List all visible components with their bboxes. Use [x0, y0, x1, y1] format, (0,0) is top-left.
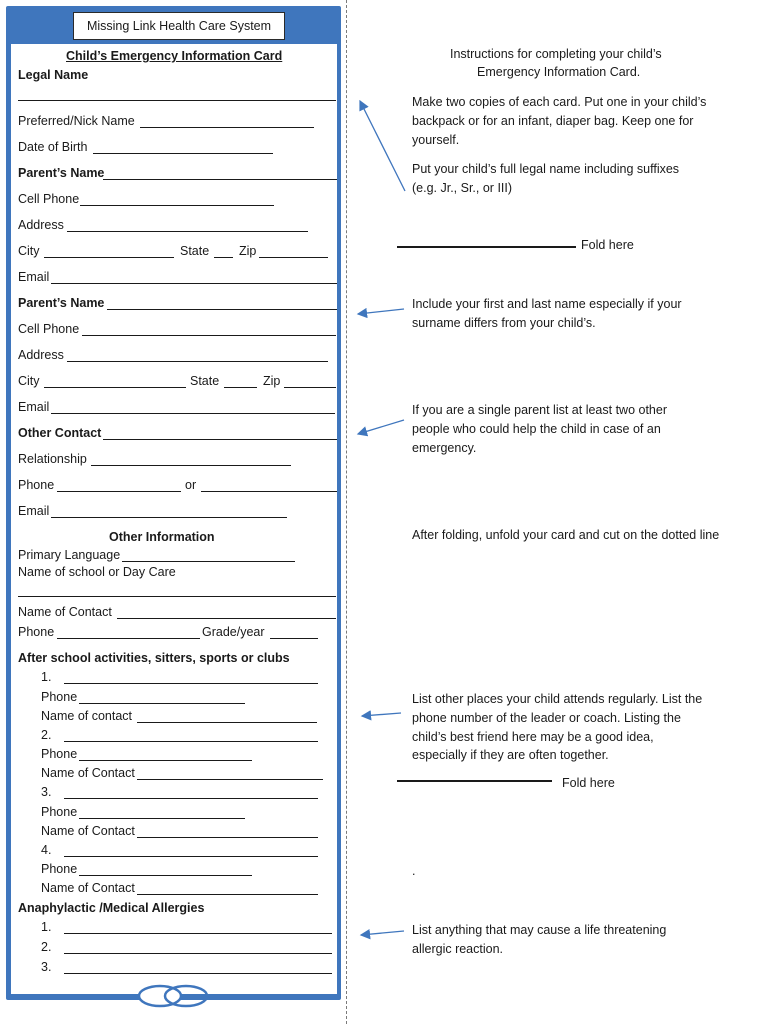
activity-2-phone-field[interactable] — [79, 760, 252, 761]
activity-4-contact-field[interactable] — [137, 894, 318, 895]
arrow-allergies — [361, 931, 404, 935]
stray-dot: . — [412, 864, 416, 878]
legal-name-instruction: Put your child’s full legal name including suffixes (e.g. Jr., Sr., or III) — [412, 162, 680, 195]
single-parent-instruction: If you are a single parent list at least two other people who could help the child in case of an emergency. — [412, 403, 667, 455]
activity-3-phone-label: Phone — [41, 805, 78, 819]
other-contact-field[interactable] — [103, 439, 337, 440]
activity-4-field[interactable] — [64, 856, 318, 857]
parent-name-instruction: Include your first and last name especially if your surname differs from your child’s. — [412, 297, 682, 330]
other-phone-label: Phone — [18, 478, 55, 492]
parent1-name-label: Parent’s Name — [18, 166, 105, 180]
parent1-city-label: City — [18, 244, 40, 258]
activity-4-phone-field[interactable] — [79, 875, 252, 876]
parent2-address-field[interactable] — [67, 361, 328, 362]
fold-label-2: Fold here — [562, 776, 615, 790]
parent2-city-field[interactable] — [44, 387, 186, 388]
preferred-name-field[interactable] — [140, 127, 314, 128]
allergies-heading: Anaphylactic /Medical Allergies — [18, 901, 205, 915]
parent1-city-field[interactable] — [44, 257, 174, 258]
other-info-heading: Other Information — [109, 530, 215, 544]
school-field[interactable] — [18, 596, 336, 597]
parent1-state-field[interactable] — [214, 257, 233, 258]
contact-name-field[interactable] — [117, 618, 336, 619]
instructions-heading-line2: Emergency Information Card. — [477, 65, 641, 79]
relationship-field[interactable] — [91, 465, 291, 466]
other-phone-field-2[interactable] — [201, 491, 337, 492]
fold-label-1: Fold here — [581, 238, 634, 252]
activity-4-number: 4. — [41, 843, 52, 857]
activity-1-phone-label: Phone — [41, 690, 78, 704]
parent2-email-label: Email — [18, 400, 50, 414]
dob-label: Date of Birth — [18, 140, 88, 154]
parent2-cell-label: Cell Phone — [18, 322, 80, 336]
allergy-3-field[interactable] — [64, 973, 332, 974]
parent2-address-label: Address — [18, 348, 64, 362]
school-phone-label: Phone — [18, 625, 55, 639]
activity-4-contact-label: Name of Contact — [41, 881, 135, 895]
parent1-address-label: Address — [18, 218, 64, 232]
other-email-label: Email — [18, 504, 50, 518]
parent1-cell-field[interactable] — [80, 205, 274, 206]
activity-2-phone-label: Phone — [41, 747, 78, 761]
activity-3-number: 3. — [41, 785, 52, 799]
parent2-zip-label: Zip — [263, 374, 281, 388]
cut-line — [346, 0, 347, 1024]
arrow-activities — [362, 713, 401, 716]
allergy-2-number: 2. — [41, 940, 52, 954]
activity-2-contact-label: Name of Contact — [41, 766, 135, 780]
allergy-instruction: List anything that may cause a life threatening allergic reaction. — [412, 923, 667, 956]
primary-language-field[interactable] — [122, 561, 295, 562]
arrow-parent-name — [358, 309, 404, 314]
activity-1-contact-field[interactable] — [137, 722, 317, 723]
school-label: Name of school or Day Care — [18, 565, 176, 579]
relationship-label: Relationship — [18, 452, 87, 466]
parent1-email-field[interactable] — [51, 283, 337, 284]
arrow-legal-name — [360, 101, 405, 191]
parent1-email-label: Email — [18, 270, 50, 284]
parent2-city-label: City — [18, 374, 40, 388]
parent2-name-label: Parent’s Name — [18, 296, 105, 310]
allergy-3-number: 3. — [41, 960, 52, 974]
or-label: or — [185, 478, 197, 492]
parent2-zip-field[interactable] — [284, 387, 336, 388]
activity-1-field[interactable] — [64, 683, 318, 684]
parent2-email-field[interactable] — [51, 413, 335, 414]
parent1-cell-label: Cell Phone — [18, 192, 80, 206]
parent1-name-field[interactable] — [103, 179, 337, 180]
other-places-instruction: List other places your child attends regularly. List the phone number of the leader or coach. Listing the child’s best friend here may be a good idea, especially if they are often together. — [412, 692, 703, 763]
grade-label: Grade/year — [202, 625, 265, 639]
instructions-heading-line1: Instructions for completing your child’s — [450, 47, 662, 61]
activity-3-phone-field[interactable] — [79, 818, 245, 819]
activity-2-number: 2. — [41, 728, 52, 742]
activity-1-phone-field[interactable] — [79, 703, 245, 704]
allergy-2-field[interactable] — [64, 953, 332, 954]
school-phone-field[interactable] — [57, 638, 200, 639]
copies-instruction: Make two copies of each card. Put one in your child’s backpack or for an infant, diaper bag. Keep one for yourself. — [412, 95, 707, 147]
system-title: Missing Link Health Care System — [73, 12, 285, 40]
fold-line-1 — [397, 246, 576, 248]
activity-3-contact-field[interactable] — [137, 837, 318, 838]
allergy-1-field[interactable] — [64, 933, 332, 934]
parent2-state-field[interactable] — [224, 387, 257, 388]
parent2-cell-field[interactable] — [82, 335, 336, 336]
activity-1-contact-label: Name of contact — [41, 709, 133, 723]
activity-4-phone-label: Phone — [41, 862, 78, 876]
activities-heading: After school activities, sitters, sports or clubs — [18, 651, 290, 665]
dob-field[interactable] — [93, 153, 273, 154]
grade-field[interactable] — [270, 638, 318, 639]
activity-2-field[interactable] — [64, 741, 318, 742]
parent1-zip-label: Zip — [239, 244, 257, 258]
parent2-name-field[interactable] — [107, 309, 337, 310]
card-title: Child’s Emergency Information Card — [66, 49, 283, 63]
preferred-name-label: Preferred/Nick Name — [18, 114, 135, 128]
primary-language-label: Primary Language — [18, 548, 121, 562]
parent1-zip-field[interactable] — [259, 257, 328, 258]
other-phone-field-1[interactable] — [57, 491, 181, 492]
arrow-other-contact — [358, 420, 404, 434]
activity-1-number: 1. — [41, 670, 52, 684]
parent1-state-label: State — [180, 244, 210, 258]
parent2-state-label: State — [190, 374, 220, 388]
activity-2-contact-field[interactable] — [137, 779, 323, 780]
parent1-address-field[interactable] — [67, 231, 308, 232]
other-contact-label: Other Contact — [18, 426, 102, 440]
activity-3-field[interactable] — [64, 798, 318, 799]
legal-name-field[interactable] — [18, 100, 336, 101]
fold-line-2 — [397, 780, 552, 782]
contact-name-label: Name of Contact — [18, 605, 112, 619]
legal-name-label: Legal Name — [18, 68, 89, 82]
unfold-instruction: After folding, unfold your card and cut on the dotted line — [412, 528, 720, 542]
other-email-field[interactable] — [51, 517, 287, 518]
card-body — [11, 44, 337, 994]
activity-3-contact-label: Name of Contact — [41, 824, 135, 838]
allergy-1-number: 1. — [41, 920, 52, 934]
